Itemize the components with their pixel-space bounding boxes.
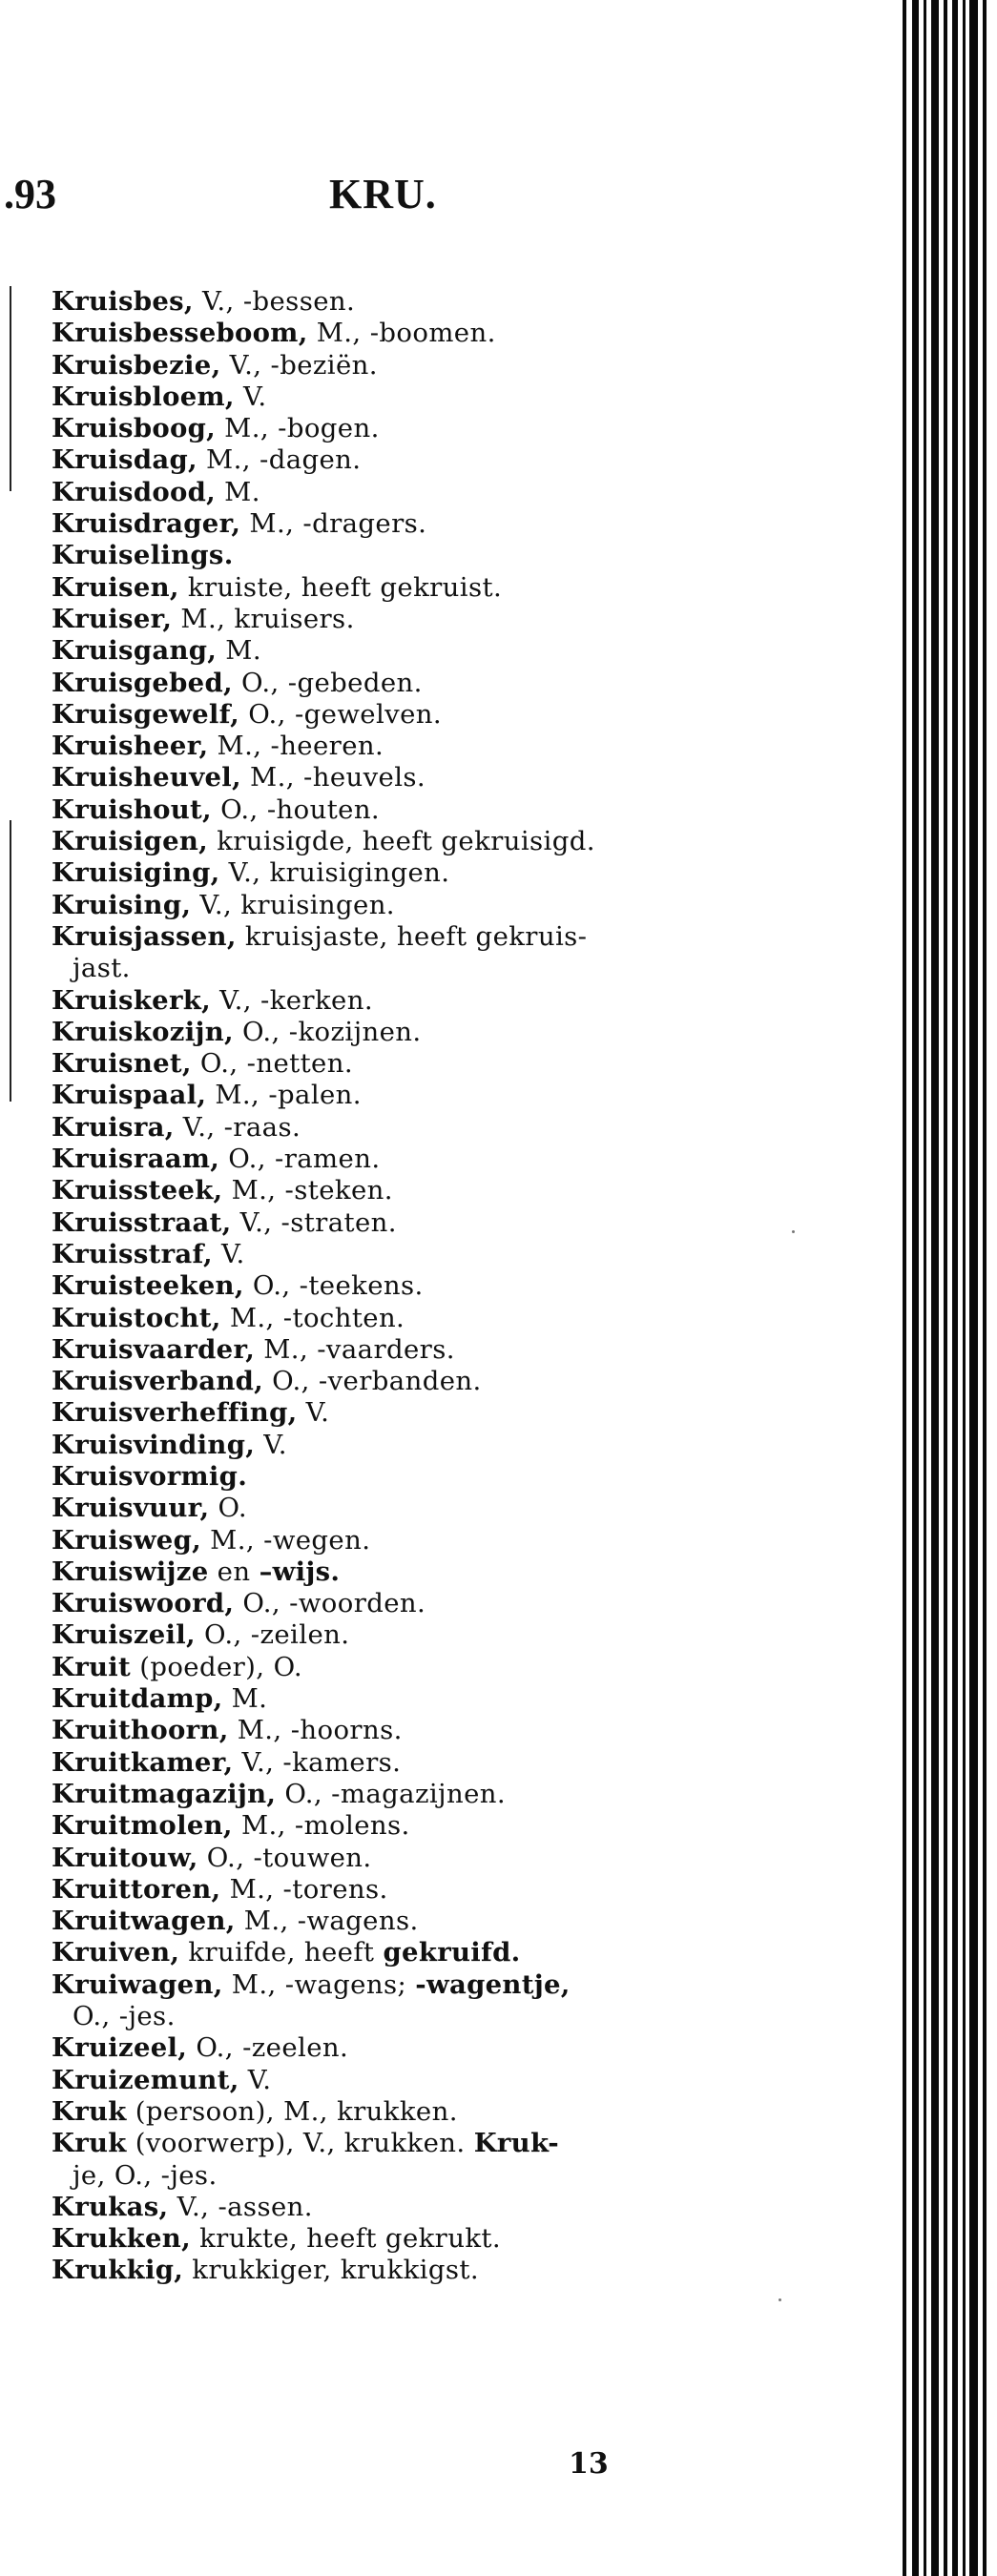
headword-variant: –wijs. — [259, 1556, 341, 1587]
entry-definition: V. — [239, 2064, 272, 2095]
entry-definition: M. — [216, 476, 260, 507]
entry-definition: O., -ramen. — [219, 1144, 381, 1175]
headword: Kruisvinding, — [52, 1429, 256, 1460]
entry-line — [52, 508, 740, 540]
headword-variant: Kruk- — [473, 2128, 559, 2159]
entry-line — [52, 1334, 740, 1366]
headword: Kruiskerk, — [52, 984, 211, 1016]
margin-rule-bottom — [10, 820, 11, 1102]
entry-line — [52, 635, 740, 667]
entry-definition: (persoon), M., krukken. — [126, 2095, 458, 2127]
entry-definition: M., -torens. — [220, 1873, 388, 1905]
entry-line — [52, 985, 740, 1017]
entry-definition: V. — [234, 381, 267, 412]
entry-definition: M., -wagens. — [235, 1906, 419, 1937]
headword: Kruishout, — [52, 793, 212, 825]
entry-definition: O., -zeelen. — [187, 2032, 349, 2064]
entry-line — [52, 1906, 740, 1937]
entry-line — [52, 1239, 740, 1270]
entry-definition: V. — [212, 1238, 245, 1269]
headword: Kruisbezie, — [52, 349, 221, 381]
entry-line — [52, 1652, 740, 1683]
entry-line — [52, 1493, 740, 1524]
headword: Kruitmolen, — [52, 1810, 233, 1842]
entry-definition: kruisjaste, heeft gekruis- — [236, 920, 588, 952]
headword: Kruisgang, — [52, 635, 218, 667]
entry-line — [52, 1810, 740, 1842]
entry-line — [52, 731, 740, 762]
headword: Kruiser, — [52, 603, 173, 634]
headword: Kruispaal, — [52, 1080, 207, 1111]
margin-rule-top — [10, 286, 11, 491]
headword: Kruisgewelf, — [52, 698, 240, 730]
entry-line — [52, 350, 740, 381]
headword: Kruisbesseboom, — [52, 318, 308, 349]
entry-line — [52, 1017, 740, 1048]
page-number: .93 — [4, 171, 56, 217]
entry-definition: O., -houten. — [211, 793, 381, 825]
entry-line — [52, 2255, 740, 2286]
headword: Kruisen, — [52, 571, 179, 603]
entry-line — [52, 413, 740, 444]
headword: Kruiswijze — [52, 1556, 209, 1587]
entry-line — [52, 1175, 740, 1206]
entry-line — [52, 1556, 740, 1588]
entry-line — [52, 1874, 740, 1906]
entry-line — [52, 1747, 740, 1779]
headword: Kruisverband, — [52, 1366, 264, 1397]
entry-continuation: jast. — [73, 953, 131, 984]
headword: Kruising, — [52, 889, 192, 920]
headword: Kruisstraf, — [52, 1238, 213, 1269]
entry-definition: M., -tochten. — [220, 1302, 405, 1333]
headword: Kruisvormig. — [52, 1460, 248, 1492]
entry-line — [52, 1366, 740, 1397]
entry-definition: V., kruisigingen. — [219, 857, 450, 889]
headword: Kruisgebed, — [52, 667, 233, 698]
entry-line — [52, 857, 740, 889]
entry-definition: V. — [297, 1397, 330, 1429]
headword: Kruiswoord, — [52, 1588, 235, 1619]
headword: Kruisvuur, — [52, 1493, 210, 1524]
headword: Kruk — [52, 2128, 127, 2159]
running-head: KRU. — [329, 171, 437, 217]
entry-line — [52, 890, 740, 921]
entry-line — [52, 826, 740, 857]
entry-definition: M., -dagen. — [197, 444, 362, 476]
entry-definition: M., -heuvels. — [240, 762, 426, 793]
headword: Kruisra, — [52, 1111, 175, 1143]
headword: Kruitmagazijn, — [52, 1778, 277, 1809]
headword: Kruisheuvel, — [52, 762, 241, 793]
entry-line — [52, 2128, 740, 2192]
entry-line — [52, 2096, 740, 2128]
entry-definition: M., -heeren. — [208, 731, 384, 762]
headword: Kruiven, — [52, 1937, 180, 1968]
headword: Kruk — [52, 2095, 127, 2127]
entry-definition: M., -wegen. — [201, 1524, 371, 1556]
entry-line — [52, 286, 740, 318]
entry-definition: M., -palen. — [206, 1080, 362, 1111]
entry-line — [52, 762, 740, 793]
entry-line — [52, 1397, 740, 1429]
entry-line — [52, 2223, 740, 2255]
entry-definition: V., -kamers. — [233, 1746, 402, 1778]
entry-definition: V., -bessen. — [193, 286, 356, 317]
entry-line — [52, 2192, 740, 2223]
entry-definition: O., -gewelven. — [239, 698, 443, 730]
entry-definition: krukte, heeft gekrukt. — [190, 2223, 501, 2255]
headword: Kruiwagen, — [52, 1968, 223, 2000]
entry-definition: M. — [217, 635, 261, 667]
page-header — [0, 170, 897, 237]
headword: Kruizemunt, — [52, 2064, 239, 2095]
headword: Kruitdamp, — [52, 1683, 223, 1715]
ink-speck — [792, 1230, 795, 1233]
signature-mark: 13 — [569, 2447, 609, 2481]
entry-line — [52, 1112, 740, 1144]
headword: Kruitwagen, — [52, 1906, 236, 1937]
entry-continuation: je, O., -jes. — [73, 2159, 218, 2191]
headword: Kruisdood, — [52, 476, 217, 507]
entry-definition: M., -molens. — [232, 1810, 410, 1842]
entry-line — [52, 444, 740, 476]
entry-line — [52, 1461, 740, 1493]
entry-definition: kruisigde, heeft gekruisigd. — [208, 826, 595, 857]
entry-definition: O., -verbanden. — [263, 1366, 482, 1397]
headword: Kruizeel, — [52, 2032, 188, 2064]
entry-definition: V., -straten. — [231, 1206, 397, 1238]
entry-line — [52, 540, 740, 571]
headword: Kruisvaarder, — [52, 1333, 256, 1365]
entry-definition: M., -wagens; — [222, 1968, 416, 2000]
entry-line — [52, 477, 740, 508]
headword: Kruit — [52, 1651, 132, 1682]
entry-line — [52, 318, 740, 349]
entry-list — [52, 286, 740, 2287]
entry-definition: kruifde, heeft — [179, 1937, 384, 1968]
headword-variant: gekruifd. — [383, 1937, 521, 1968]
headword: Kruisraam, — [52, 1144, 220, 1175]
entry-line — [52, 1937, 740, 1968]
headword: Kruithoorn, — [52, 1715, 229, 1746]
entry-line — [52, 1270, 740, 1302]
entry-definition: (poeder), O. — [131, 1651, 303, 1682]
headword: Kruisweg, — [52, 1524, 201, 1556]
entry-line — [52, 1144, 740, 1175]
headword: Krukken, — [52, 2223, 191, 2255]
headword: Kruittoren, — [52, 1873, 221, 1905]
binding-edge — [893, 0, 997, 2576]
entry-line — [52, 1525, 740, 1556]
headword: Kruisiging, — [52, 857, 220, 889]
entry-definition: en — [208, 1556, 260, 1587]
entry-definition: O., -gebeden. — [232, 667, 423, 698]
entry-line — [52, 668, 740, 699]
headword: Kruissteek, — [52, 1175, 223, 1206]
entry-definition: O., -teekens. — [243, 1270, 424, 1302]
entry-line — [52, 1048, 740, 1080]
entry-definition: M. — [222, 1683, 268, 1715]
entry-definition: V. — [255, 1429, 287, 1460]
headword: Kruisstraat, — [52, 1206, 232, 1238]
headword: Kruisboog, — [52, 413, 217, 444]
entry-line — [52, 2032, 740, 2064]
headword: Kruitouw, — [52, 1842, 198, 1873]
entry-line — [52, 921, 740, 985]
headword: Kruiszeil, — [52, 1619, 196, 1651]
entry-line — [52, 1969, 740, 2033]
headword: Kruisheer, — [52, 731, 209, 762]
entry-line — [52, 604, 740, 635]
entry-definition: O., -touwen. — [197, 1842, 372, 1873]
entry-line — [52, 572, 740, 604]
entry-line — [52, 1303, 740, 1334]
entry-definition: V., -raas. — [174, 1111, 301, 1143]
entry-definition: M., -bogen. — [216, 413, 380, 444]
entry-definition: M., -dragers. — [240, 508, 427, 540]
headword: Kruisbes, — [52, 286, 194, 317]
entry-definition: M., -boomen. — [307, 318, 496, 349]
entry-definition: O., -kozijnen. — [233, 1016, 422, 1047]
entry-line — [52, 1207, 740, 1239]
headword: Kruistocht, — [52, 1302, 221, 1333]
headword: Kruisdrager, — [52, 508, 241, 540]
entry-definition: V., kruisingen. — [191, 889, 395, 920]
headword: Kruisigen, — [52, 826, 209, 857]
headword: Kruisteeken, — [52, 1270, 244, 1302]
entry-line — [52, 1619, 740, 1651]
entry-line — [52, 1080, 740, 1111]
entry-line — [52, 2065, 740, 2096]
headword: Kruisverheffing, — [52, 1397, 298, 1429]
entry-continuation: O., -jes. — [73, 2001, 176, 2032]
headword: Kruiskozijn, — [52, 1016, 234, 1047]
headword: Kruisbloem, — [52, 381, 235, 412]
entry-line — [52, 1715, 740, 1746]
entry-line — [52, 794, 740, 826]
entry-definition: O., -zeilen. — [195, 1619, 350, 1651]
headword: Kruisdag, — [52, 444, 197, 476]
entry-definition: V., -assen. — [168, 2191, 313, 2222]
entry-line — [52, 381, 740, 413]
entry-definition: M., -steken. — [222, 1175, 393, 1206]
entry-definition: M., -vaarders. — [255, 1333, 455, 1365]
entry-definition: V., -kerken. — [210, 984, 373, 1016]
headword: Kruitkamer, — [52, 1746, 234, 1778]
entry-definition: V., -beziën. — [220, 349, 378, 381]
entry-line — [52, 1779, 740, 1810]
headword: Kruisjassen, — [52, 920, 237, 952]
entry-definition: krukkiger, krukkigst. — [183, 2255, 479, 2286]
entry-definition: kruiste, heeft gekruist. — [178, 571, 503, 603]
entry-definition: (voorwerp), V., krukken. — [126, 2128, 474, 2159]
headword-variant: -wagentje, — [415, 1968, 571, 2000]
headword: Kruisnet, — [52, 1048, 192, 1080]
entry-line — [52, 1843, 740, 1874]
entry-definition: M., -hoorns. — [228, 1715, 403, 1746]
entry-definition: O., -magazijnen. — [276, 1778, 506, 1809]
entry-definition: O., -woorden. — [234, 1588, 426, 1619]
headword: Kruiselings. — [52, 540, 234, 571]
ink-speck — [779, 2298, 781, 2301]
entry-definition: O., -netten. — [191, 1048, 353, 1080]
entry-line — [52, 1430, 740, 1461]
entry-definition: M., kruisers. — [172, 603, 355, 634]
entry-line — [52, 1588, 740, 1619]
headword: Krukkig, — [52, 2255, 184, 2286]
entry-definition: O. — [209, 1493, 247, 1524]
entry-line — [52, 699, 740, 731]
headword: Krukas, — [52, 2191, 169, 2222]
entry-line — [52, 1683, 740, 1715]
